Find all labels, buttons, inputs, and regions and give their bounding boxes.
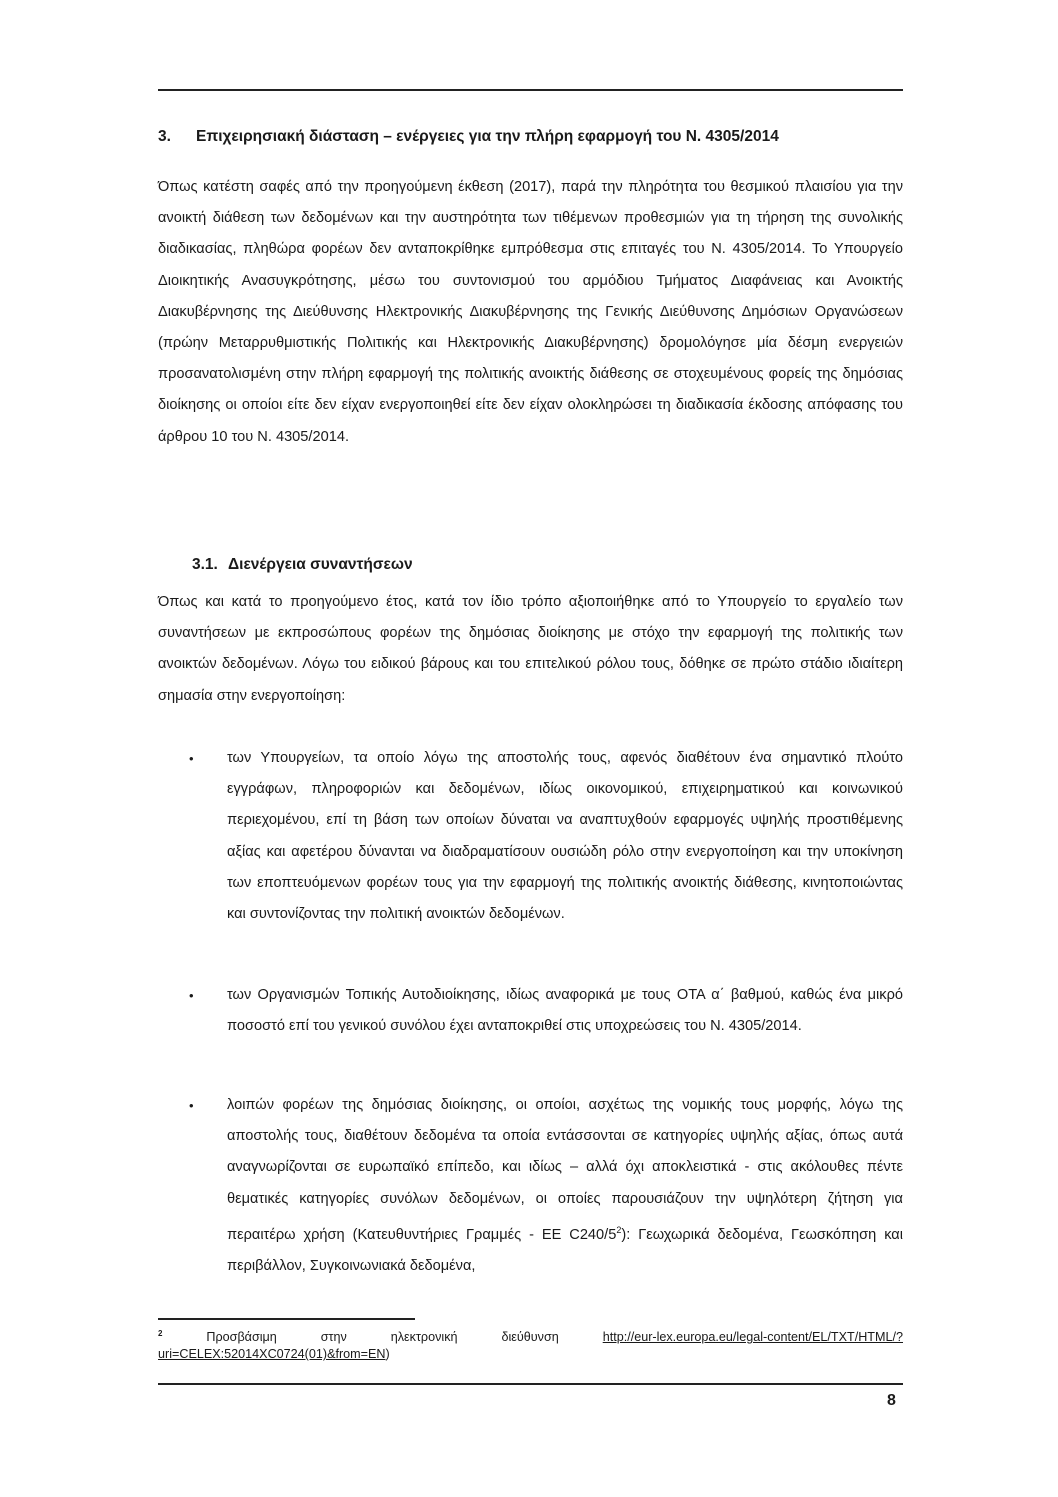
header-rule [158,89,903,91]
bullet-marker: • [189,1098,194,1113]
footnote-separator [158,1318,415,1320]
subsection-number: 3.1. [192,556,218,573]
bullet-item-local-government [158,980,903,1042]
bullet-marker: • [189,751,194,766]
section-title: Επιχειρησιακή διάσταση – ενέργειες για την πλήρη εφαρμογή του Ν. 4305/2014 [196,128,779,145]
subsection-heading [192,556,413,574]
bullet-text-part: λοιπών φορέων της δημόσιας διοίκησης, οι οποίοι, ασχέτως της νομικής τους μορφής, λόγω της αποστολής τους, διαθέτουν δεδομένα τα οποία εντάσσονται σε κατηγορίες υψηλής αξίας, όπως αυτά αναγνωρίζονται σε ευρωπαϊκό επίπεδο, και ιδίως – αλλά όχι αποκλειστικά - στις ακόλουθες πέντε θεματικές κατηγορίες συνόλων δεδομένων, οι οποίες παρουσιάζουν την υψηλότερη ζήτηση για περαιτέρω χρήση (Κατευθυντήριες Γραμμές - ΕΕ C240/5 [227,1097,903,1243]
section-number: 3. [158,128,171,145]
footnote [158,1325,903,1363]
bullet-text [227,1090,903,1282]
bullet-text: των Υπουργείων, τα οποίο λόγω της αποστολής τους, αφενός διαθέτουν ένα σημαντικό πλούτο εγγράφων, πληροφοριών και δεδομένων, ιδίως οικονομικού, επιχειρηματικού και κοινωνικού περιεχομένου, επί τη βάση των οποίων δύναται να αναπτυχθούν εφαρμογές υψηλής προστιθέμενης αξίας και αφετέρου δύνανται να διαδραματίσουν ουσιώδη ρόλο στην ενεργοποίηση και την υποκίνηση των εποπτευόμενων φορέων τους για την εφαρμογή της πολιτικής ανοικτής διάθεσης, κινητοποιώντας και συντονίζοντας την πολιτική ανοικτών δεδομένων. [227,750,903,923]
footnote-reference[interactable]: 2 [616,1224,622,1235]
footer-rule [158,1383,903,1385]
footnote-trailing: ) [385,1347,390,1362]
subsection-paragraph: Όπως και κατά το προηγούμενο έτος, κατά τον ίδιο τρόπο αξιοποιήθηκε από το Υπουργείο το εργαλείο των συναντήσεων με εκπροσώπους φορέων της δημόσιας διοίκησης με στόχο την εφαρμογή της πολιτικής των ανοικτών δεδομένων. Λόγω του ειδικού βάρους και του επιτελικού ρόλου τους, δόθηκε σε πρώτο στάδιο ιδιαίτερη σημασία στην ενεργοποίηση: [158,594,903,704]
footnote-link[interactable]: http://eur-lex.europa.eu/legal-content/EL/TXT/HTML/?uri=CELEX:52014XC0724(01)&from=EN [158,1330,903,1362]
footnote-number: 2 [158,1329,163,1338]
bullet-item-other-bodies [158,1090,903,1282]
intro-paragraph: Όπως κατέστη σαφές από την προηγούμενη έκθεση (2017), παρά την πληρότητα του θεσμικού πλαισίου για την ανοικτή διάθεση των δεδομένων και την αυστηρότητα των τιθέμενων προθεσμιών για τη τήρηση της συνολικής διαδικασίας, πληθώρα φορέων δεν ανταποκρίθηκε εμπρόθεσμα στις επιταγές του Ν. 4305/2014. Το Υπουργείο Διοικητικής Ανασυγκρότησης, μέσω του συντονισμού του αρμόδιου Τμήματος Διαφάνειας και Ανοικτής Διακυβέρνησης της Διεύθυνσης Ηλεκτρονικής Διακυβέρνησης της Γενικής Διεύθυνσης Δημόσιων Οργανώσεων (πρώην Μεταρρυθμιστικής Πολιτικής και Ηλεκτρονικής Διακυβέρνησης) δρομολόγησε μία δέσμη ενεργειών προσανατολισμένη στην πλήρη εφαρμογή της πολιτικής ανοικτής διάθεσης σε στοχευμένους φορείς της δημόσιας διοίκησης οι οποίοι είτε δεν είχαν ενεργοποιηθεί είτε δεν είχαν ολοκληρώσει τη διαδικασία έκδοσης απόφασης του άρθρου 10 του Ν. 4305/2014. [158,179,903,445]
bullet-marker: • [189,988,194,1003]
section-heading [158,128,779,146]
page-number: 8 [887,1392,896,1409]
bullet-text-part: ): Γεωχωρικά δεδομένα, Γεωσκόπηση και περιβάλλον, Συγκοινωνιακά δεδομένα, [227,1226,903,1274]
footnote-text: Προσβάσιμη στην ηλεκτρονική διεύθυνση [206,1330,603,1345]
subsection-title: Διενέργεια συναντήσεων [228,556,413,573]
bullet-item-ministries [158,743,903,930]
bullet-text: των Οργανισμών Τοπικής Αυτοδιοίκησης, ιδίως αναφορικά με τους ΟΤΑ α΄ βαθμού, καθώς ένα μικρό ποσοστό επί του γενικού συνόλου έχει ανταποκριθεί στις υποχρεώσεις του Ν. 4305/2014. [227,987,903,1035]
